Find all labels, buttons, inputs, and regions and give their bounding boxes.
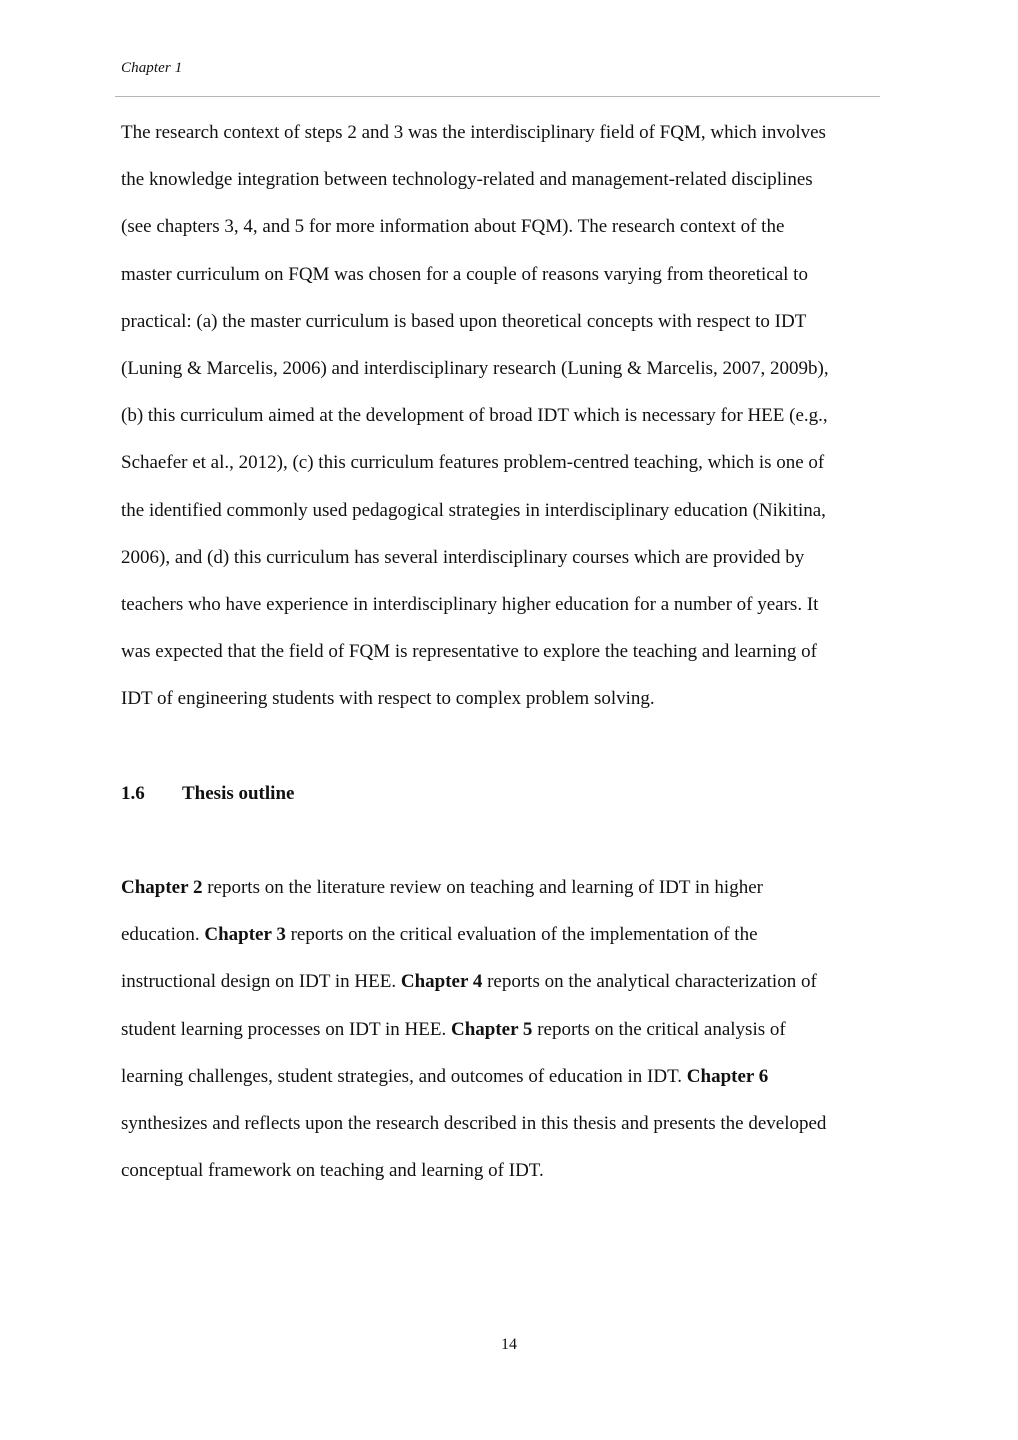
chapter-reference: Chapter 4 (400, 971, 483, 993)
chapter-reference: Chapter 6 (686, 1065, 769, 1087)
paragraph-line (121, 1053, 901, 1100)
paragraph-line: practical: (a) the master curriculum is based upon theoretical concepts with respect to IDT (121, 310, 807, 332)
line-text: reports on the critical evaluation of the implementation of the (285, 924, 758, 946)
paragraph-line: IDT of engineering students with respect to complex problem solving. (121, 688, 655, 710)
paragraph-line: synthesizes and reflects upon the research described in this thesis and presents the developed (121, 1112, 827, 1134)
paragraph-line: teachers who have experience in interdisciplinary higher education for a number of years. It (121, 593, 819, 615)
line-text: instructional design on IDT in HEE. (121, 971, 401, 993)
paragraph-line (121, 864, 901, 911)
paragraph-line (121, 958, 901, 1005)
paragraph-line: the identified commonly used pedagogical strategies in interdisciplinary education (Nikitina, (121, 499, 826, 521)
paragraph-line: 2006), and (d) this curriculum has several interdisciplinary courses which are provided by (121, 546, 805, 568)
line-text: learning challenges, student strategies, and outcomes of education in IDT. (121, 1065, 687, 1087)
paragraph-line: (see chapters 3, 4, and 5 for more information about FQM). The research context of the (121, 216, 785, 238)
page-number: 14 (501, 1336, 517, 1353)
paragraph-line: was expected that the field of FQM is representative to explore the teaching and learning of (121, 641, 817, 663)
paragraph-line: the knowledge integration between technology-related and management-related disciplines (121, 169, 813, 191)
chapter-reference: Chapter 3 (204, 924, 286, 946)
chapter-reference: Chapter 5 (450, 1018, 533, 1040)
paragraph-line: conceptual framework on teaching and learning of IDT. (121, 1160, 544, 1182)
outline-paragraph (121, 864, 901, 1194)
paragraph-line: (b) this curriculum aimed at the development of broad IDT which is necessary for HEE (e.g., (121, 405, 828, 427)
section-title: Thesis outline (182, 783, 295, 804)
section-number: 1.6 (121, 783, 145, 804)
paragraph-line: master curriculum on FQM was chosen for a couple of reasons varying from theoretical to (121, 263, 808, 285)
line-text: reports on the critical analysis of (532, 1018, 786, 1040)
running-header-title: Chapter 1 (121, 60, 183, 76)
paragraph-line: (Luning & Marcelis, 2006) and interdisciplinary research (Luning & Marcelis, 2007, 2009b), (121, 357, 829, 379)
paragraph-line (121, 911, 901, 958)
section-heading (121, 770, 294, 817)
paragraph-line (121, 1006, 901, 1053)
chapter-reference: Chapter 2 (121, 877, 203, 898)
paragraph-line: Schaefer et al., 2012), (c) this curriculum features problem-centred teaching, which is one of (121, 452, 825, 474)
paragraph-line: The research context of steps 2 and 3 was the interdisciplinary field of FQM, which involves (121, 122, 826, 143)
intro-paragraph (121, 109, 901, 722)
line-text: reports on the analytical characterization of (482, 971, 817, 993)
line-text: student learning processes on IDT in HEE. (121, 1018, 451, 1040)
header-divider (115, 96, 880, 97)
line-text: education. (121, 924, 205, 946)
line-text: reports on the literature review on teaching and learning of IDT in higher (202, 877, 763, 898)
